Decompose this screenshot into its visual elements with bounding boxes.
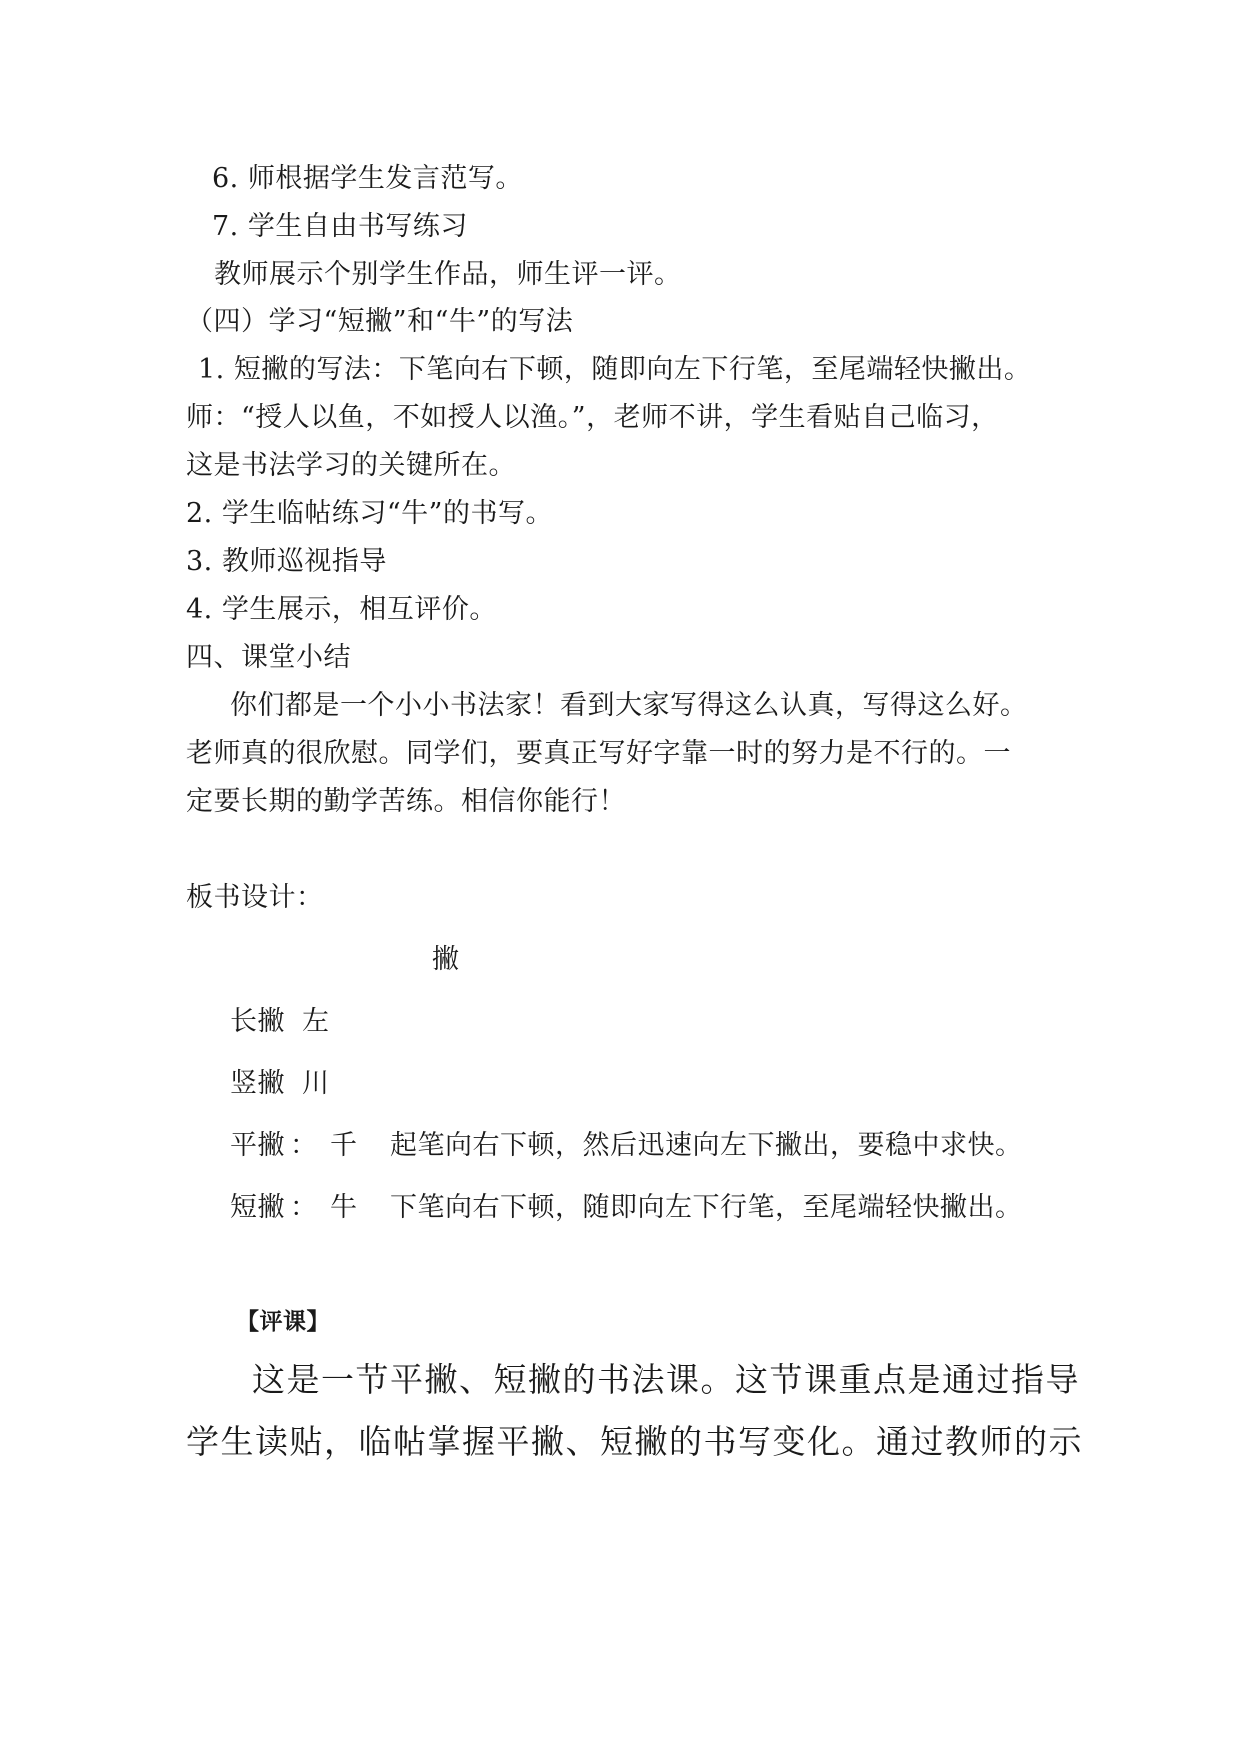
board-row-separator: ： bbox=[290, 1130, 318, 1161]
section-4-item-1: 1. 短撇的写法：下笔向右下顿，随即向左下行笔，至尾端轻快撇出。 bbox=[198, 354, 1032, 385]
section-4-quote-line-2: 这是书法学习的关键所在。 bbox=[186, 450, 516, 481]
step-6: 6. 师根据学生发言范写。 bbox=[212, 163, 523, 194]
review-heading: 【评课】 bbox=[236, 1309, 330, 1335]
board-row-term: 平撇 bbox=[230, 1130, 285, 1161]
step-7-detail: 教师展示个别学生作品，师生评一评。 bbox=[214, 259, 682, 290]
summary-line-2: 老师真的很欣慰。同学们，要真正写好字靠一时的努力是不行的。一 bbox=[186, 738, 1011, 769]
summary-line-1: 你们都是一个小小书法家！看到大家写得这么认真，写得这么好。 bbox=[230, 690, 1028, 721]
section-4-item-3: 3. 教师巡视指导 bbox=[186, 546, 387, 577]
section-4-title: （四）学习“短撇”和“牛”的写法 bbox=[186, 306, 574, 337]
board-design-title: 板书设计： bbox=[186, 882, 324, 913]
board-row-term: 竖撇 bbox=[230, 1068, 285, 1099]
review-line-2: 学生读贴，临帖掌握平撇、短撇的书写变化。通过教师的示 bbox=[186, 1422, 1083, 1461]
summary-title: 四、课堂小结 bbox=[186, 642, 351, 673]
board-row-char: 牛 bbox=[330, 1192, 358, 1223]
summary-line-3: 定要长期的勤学苦练。相信你能行！ bbox=[186, 786, 626, 817]
board-row-term: 短撇 bbox=[230, 1192, 285, 1223]
board-row-desc: 起笔向右下顿，然后迅速向左下撇出，要稳中求快。 bbox=[390, 1130, 1023, 1161]
board-center-char: 撇 bbox=[432, 944, 460, 975]
board-row-desc: 下笔向右下顿，随即向左下行笔，至尾端轻快撇出。 bbox=[390, 1192, 1023, 1223]
board-row-char: 川 bbox=[302, 1068, 330, 1099]
section-4-item-2: 2. 学生临帖练习“牛”的书写。 bbox=[186, 498, 553, 529]
board-row-term: 长撇 bbox=[230, 1006, 285, 1037]
board-row-separator: ： bbox=[290, 1192, 318, 1223]
board-row-flat-pie bbox=[230, 1128, 1130, 1164]
board-row-short-pie bbox=[230, 1190, 1130, 1226]
section-4-quote-line-1: 师：“授人以鱼，不如授人以渔。”，老师不讲，学生看贴自己临习， bbox=[186, 402, 999, 433]
section-4-item-4: 4. 学生展示，相互评价。 bbox=[186, 594, 497, 625]
board-row-char: 千 bbox=[330, 1130, 358, 1161]
board-row-vertical-pie bbox=[230, 1066, 1130, 1102]
board-row-char: 左 bbox=[302, 1006, 330, 1037]
review-line-1: 这是一节平撇、短撇的书法课。这节课重点是通过指导 bbox=[252, 1360, 1080, 1399]
board-row-long-pie bbox=[230, 1004, 1130, 1040]
step-7: 7. 学生自由书写练习 bbox=[212, 211, 468, 242]
